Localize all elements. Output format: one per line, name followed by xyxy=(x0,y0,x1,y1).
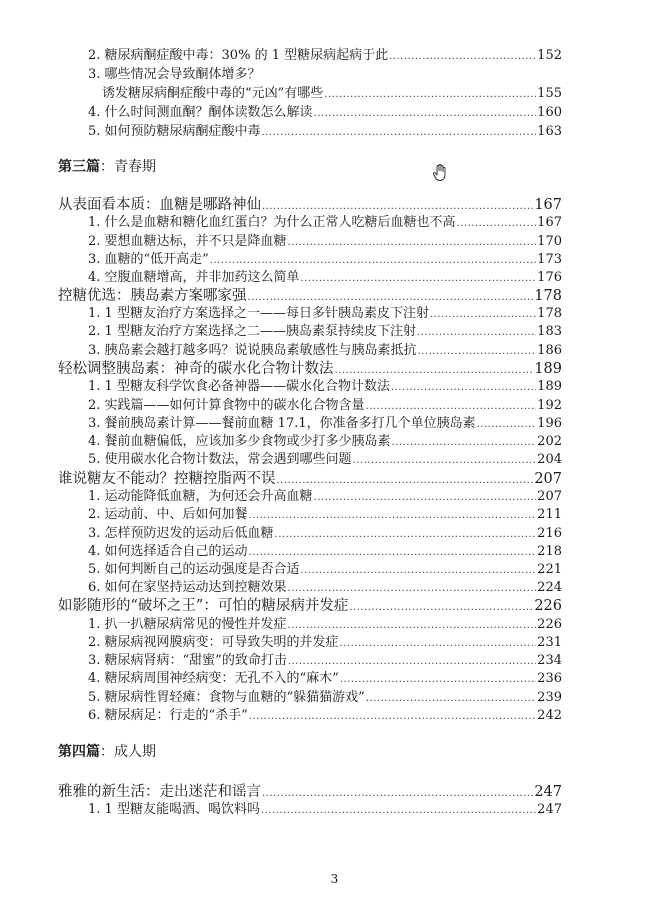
leader-dots xyxy=(389,48,536,66)
toc-entry[interactable] xyxy=(88,652,562,671)
leader-dots xyxy=(417,324,536,342)
toc-entry-title: 2. 实践篇——如何计算食物中的碳水化合物含量 xyxy=(88,398,365,413)
toc-entry-title: 4. 空腹血糖增高，并非加药这么简单 xyxy=(88,270,300,285)
leader-dots xyxy=(324,86,536,104)
toc-entry-page: 218 xyxy=(537,544,562,559)
toc-entry[interactable] xyxy=(88,616,562,635)
toc-entry[interactable] xyxy=(88,433,562,452)
toc-entry[interactable] xyxy=(88,488,562,507)
toc-entry-title: 3. 怎样预防迟发的运动后低血糖 xyxy=(88,526,274,541)
toc-entry[interactable] xyxy=(88,378,562,397)
leader-dots xyxy=(314,105,537,123)
toc-entry-title: 6. 如何在家坚持运动达到控糖效果 xyxy=(88,580,287,595)
toc-entry[interactable] xyxy=(88,233,562,252)
toc-chapter-title: 控糖优选：胰岛素方案哪家强 xyxy=(58,288,247,304)
toc-chapter-page: 178 xyxy=(534,288,562,304)
hand-cursor-icon xyxy=(432,164,448,182)
toc-entry-title: 4. 糖尿病周围神经病变：无孔不入的“麻木” xyxy=(88,671,339,686)
toc-entry-page: 231 xyxy=(537,635,562,650)
toc-entry[interactable] xyxy=(88,269,562,288)
leader-dots xyxy=(349,599,533,617)
leader-dots xyxy=(430,306,536,324)
toc-entry[interactable] xyxy=(88,689,562,708)
toc-entry[interactable] xyxy=(88,579,562,598)
toc-entry-title: 6. 糖尿病足：行走的“杀手” xyxy=(88,708,248,723)
toc-entry-page: 189 xyxy=(537,379,562,394)
toc-entry[interactable] xyxy=(88,670,562,689)
toc-entry[interactable] xyxy=(88,525,562,544)
toc-chapter[interactable] xyxy=(58,783,562,803)
toc-entry[interactable] xyxy=(88,47,562,66)
toc-entry-page: 211 xyxy=(537,507,562,522)
leader-dots xyxy=(392,434,537,452)
toc-entry-title: 3. 餐前胰岛素计算——餐前血糖 17.1，你准备多打几个单位胰岛素 xyxy=(88,416,476,431)
toc-entry-page: 176 xyxy=(537,270,562,285)
part-label: 第三篇 xyxy=(58,159,100,175)
toc-chapter[interactable] xyxy=(58,470,562,490)
toc-entry-title: 1. 1 型糖友治疗方案选择之一——每日多针胰岛素皮下注射 xyxy=(88,306,429,321)
toc-entry-title: 2. 糖尿病视网膜病变：可导致失明的并发症 xyxy=(88,635,339,650)
toc-entry-title: 3. 糖尿病肾病：“甜蜜”的致命打击 xyxy=(88,653,287,668)
leader-dots xyxy=(391,379,536,397)
toc-entry-title: 2. 运动前、中、后如何加餐 xyxy=(88,507,248,522)
toc-chapter-title: 雅雅的新生活：走出迷茫和谣言 xyxy=(58,784,261,800)
leader-dots xyxy=(477,416,537,434)
leader-dots xyxy=(457,215,537,233)
toc-entry-page: 192 xyxy=(537,398,562,413)
toc-entry-title: 5. 使用碳水化合物计数法，常会遇到哪些问题 xyxy=(88,452,352,467)
toc-chapter[interactable] xyxy=(58,360,562,380)
toc-entry[interactable] xyxy=(88,305,562,324)
toc-entry-page: 196 xyxy=(537,416,562,431)
toc-entry-page: 226 xyxy=(537,617,562,632)
part-title: 青春期 xyxy=(114,159,156,175)
toc-entry-page: 178 xyxy=(537,306,562,321)
toc-entry-title: 4. 餐前血糖偏低，应该加多少食物或少打多少胰岛素 xyxy=(88,434,391,449)
toc-entry[interactable] xyxy=(88,415,562,434)
leader-dots xyxy=(288,234,537,252)
leader-dots xyxy=(340,671,536,689)
toc-chapter[interactable] xyxy=(58,287,562,307)
toc-entry[interactable] xyxy=(88,397,562,416)
leader-dots xyxy=(301,270,537,288)
toc-entry-page: 183 xyxy=(537,324,562,339)
leader-dots xyxy=(249,708,536,726)
toc-entry[interactable] xyxy=(88,801,562,820)
toc-entry[interactable] xyxy=(88,251,562,270)
leader-dots xyxy=(288,580,537,598)
part-title: 成人期 xyxy=(114,744,156,760)
toc-entry-page: 247 xyxy=(537,802,562,817)
toc-entry[interactable] xyxy=(88,104,562,123)
part-label: 第四篇 xyxy=(58,744,100,760)
toc-entry[interactable] xyxy=(88,543,562,562)
toc-entry-title: 诱发糖尿病酮症酸中毒的“元凶”有哪些 xyxy=(102,86,324,101)
toc-chapter-page: 189 xyxy=(534,361,562,377)
toc-chapter[interactable] xyxy=(58,196,562,216)
leader-dots xyxy=(366,690,536,708)
toc-entry[interactable] xyxy=(88,634,562,653)
toc-entry-title: 2. 1 型糖友治疗方案选择之二——胰岛素泵持续皮下注射 xyxy=(88,324,416,339)
toc-entry-page: 234 xyxy=(537,653,562,668)
toc-entry[interactable] xyxy=(88,66,562,84)
toc-chapter-title: 从表面看本质：血糖是哪路神仙 xyxy=(58,197,261,213)
toc-entry-page: 202 xyxy=(537,434,562,449)
toc-entry-title: 1. 运动能降低血糖，为何还会升高血糖 xyxy=(88,489,313,504)
leader-dots xyxy=(249,507,537,525)
toc-chapter-title: 谁说糖友不能动？控糖控脂两不误 xyxy=(58,471,276,487)
leader-dots xyxy=(288,617,537,635)
toc-chapter-page: 247 xyxy=(534,784,562,800)
toc-entry-title: 3. 血糖的“低开高走” xyxy=(88,252,209,267)
toc-entry-title: 1. 扒一扒糖尿病常见的慢性并发症 xyxy=(88,617,287,632)
toc-entry-title: 1. 1 型糖友科学饮食必备神器——碳水化合物计数法 xyxy=(88,379,390,394)
toc-entry-title: 3. 哪些情况会导致酮体增多？ xyxy=(88,67,261,82)
toc-entry-title: 2. 要想血糖达标，并不只是降血糖 xyxy=(88,234,287,249)
part-separator: ： xyxy=(100,744,114,760)
leader-dots xyxy=(261,802,536,820)
toc-entry-title: 1. 什么是血糖和糖化血红蛋白？为什么正常人吃糖后血糖也不高 xyxy=(88,215,456,230)
toc-entry-page: 236 xyxy=(537,671,562,686)
page-number: 3 xyxy=(330,872,339,886)
toc-entry-page: 170 xyxy=(537,234,562,249)
leader-dots xyxy=(314,489,537,507)
toc-entry[interactable] xyxy=(88,123,562,142)
leader-dots xyxy=(275,526,537,544)
leader-dots xyxy=(366,398,537,416)
toc-entry-page: 163 xyxy=(537,124,562,139)
toc-entry[interactable] xyxy=(88,323,562,342)
toc-chapter-page: 226 xyxy=(534,598,562,614)
toc-entry-title: 4. 什么时间测血酮？酮体读数怎么解读 xyxy=(88,105,313,120)
toc-entry[interactable] xyxy=(88,214,562,233)
toc-chapter-title: 轻松调整胰岛素：神奇的碳水化合物计数法 xyxy=(58,361,334,377)
leader-dots xyxy=(340,635,537,653)
leader-dots xyxy=(288,653,536,671)
leader-dots xyxy=(418,343,537,361)
leader-dots xyxy=(353,452,537,470)
toc-entry-continuation[interactable] xyxy=(102,85,562,104)
toc-entry[interactable] xyxy=(88,707,562,726)
toc-entry[interactable] xyxy=(88,342,562,361)
toc-entry-page: 216 xyxy=(537,526,562,541)
part-heading xyxy=(58,743,156,761)
toc-entry[interactable] xyxy=(88,506,562,525)
toc-entry-title: 5. 糖尿病性胃轻瘫：食物与血糖的“躲猫猫游戏” xyxy=(88,690,365,705)
toc-entry-page: 207 xyxy=(537,489,562,504)
part-heading xyxy=(58,158,156,176)
toc-entry-title: 5. 如何判断自己的运动强度是否合适 xyxy=(88,562,300,577)
toc-entry-page: 160 xyxy=(537,105,562,120)
toc-entry-page: 173 xyxy=(537,252,562,267)
toc-entry-page: 186 xyxy=(537,343,562,358)
toc-chapter-page: 167 xyxy=(534,197,562,213)
toc-entry-page: 242 xyxy=(537,708,562,723)
leader-dots xyxy=(210,252,536,270)
toc-entry-title: 2. 糖尿病酮症酸中毒：30% 的 1 型糖尿病起病于此 xyxy=(88,48,389,63)
toc-entry-title: 1. 1 型糖友能喝酒、喝饮料吗 xyxy=(88,802,260,817)
toc-entry-page: 204 xyxy=(537,452,562,467)
toc-entry-title: 5. 如何预防糖尿病酮症酸中毒 xyxy=(88,124,261,139)
toc-entry-page: 224 xyxy=(537,580,562,595)
toc-chapter[interactable] xyxy=(58,597,562,617)
leader-dots xyxy=(262,124,537,142)
toc-entry-page: 221 xyxy=(537,562,562,577)
toc-entry-page: 167 xyxy=(537,215,562,230)
leader-dots xyxy=(301,562,537,580)
toc-chapter-title: 如影随形的“破坏之王”：可怕的糖尿病并发症 xyxy=(58,598,349,614)
toc-entry-title: 3. 胰岛素会越打越多吗？说说胰岛素敏感性与胰岛素抵抗 xyxy=(88,343,417,358)
toc-entry-page: 152 xyxy=(537,48,562,63)
toc-entry[interactable] xyxy=(88,451,562,470)
leader-dots xyxy=(249,544,537,562)
toc-entry[interactable] xyxy=(88,561,562,580)
toc-entry-page: 155 xyxy=(537,86,562,101)
toc-entry-page: 239 xyxy=(537,690,562,705)
toc-entry-title: 4. 如何选择适合自己的运动 xyxy=(88,544,248,559)
part-separator: ： xyxy=(100,159,114,175)
toc-chapter-page: 207 xyxy=(534,471,562,487)
